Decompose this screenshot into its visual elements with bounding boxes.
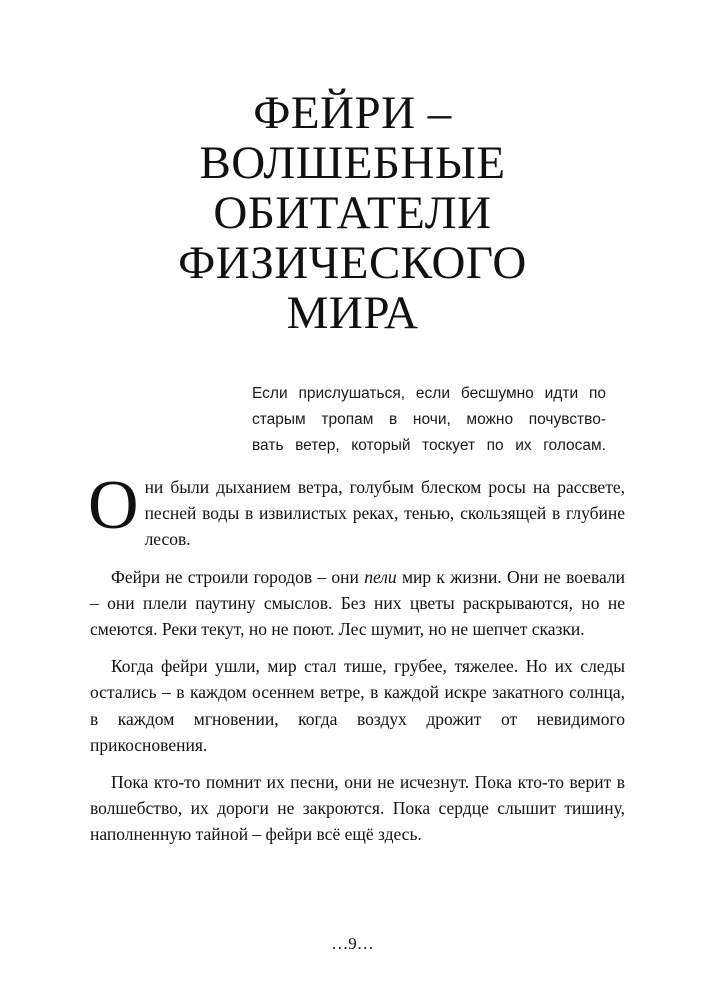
chapter-title	[90, 88, 615, 338]
epigraph-line: вать ветер, который тоскует по их голосам.	[252, 437, 606, 454]
epigraph-line: Если прислушаться, если бесшумно идти по	[252, 385, 606, 402]
epigraph	[252, 381, 606, 459]
paragraph-1-text: ни были дыханием ветра, голубым блеском росы на рассвете, песней воды в извилистых реках, тенью, скользящей в глубине лесов.	[144, 477, 625, 550]
drop-cap: О	[88, 467, 139, 544]
chapter-body	[88, 467, 625, 859]
emphasis-word: пели	[364, 566, 397, 587]
paragraph-3-text: Когда фейри ушли, мир стал тише, грубее, тяжелее. Но их следы остались – в каждом осеннем ветре, в каждой искре закатного солнца, в каждом мгновении, когда воздух дрожит от невидимого прикосновения.	[90, 656, 625, 755]
chapter-title-line: ФИЗИЧЕСКОГО	[178, 237, 527, 289]
paragraph-1	[88, 467, 625, 553]
chapter-title-line: ФЕЙРИ –	[253, 87, 452, 139]
chapter-title-line: МИРА	[286, 287, 419, 339]
epigraph-line: старым тропам в ночи, можно почувство-	[252, 411, 606, 428]
paragraph-2	[90, 564, 625, 643]
page-number: …9…	[331, 934, 374, 953]
paragraph-2-text-after: мир к жизни. Они не воевали – они плели паутину смыслов. Без них цветы раскрываются, но не смеются. Реки текут, но не поют. Лес шумит, но не шепчет сказки.	[90, 566, 625, 640]
chapter-title-line: ОБИТАТЕЛИ	[213, 187, 492, 239]
paragraph-4-text: Пока кто-то помнит их песни, они не исчезнут. Пока кто-то верит в волшебство, их дороги не закроются. Пока сердце слышит тишину, наполненную тайной – фейри всё ещё здесь.	[90, 772, 625, 845]
paragraph-4	[90, 769, 625, 848]
chapter-title-line: ВОЛШЕБНЫЕ	[199, 137, 506, 189]
paragraph-3	[90, 653, 625, 758]
paragraph-2-text-before: Фейри не строили городов – они	[111, 566, 365, 587]
